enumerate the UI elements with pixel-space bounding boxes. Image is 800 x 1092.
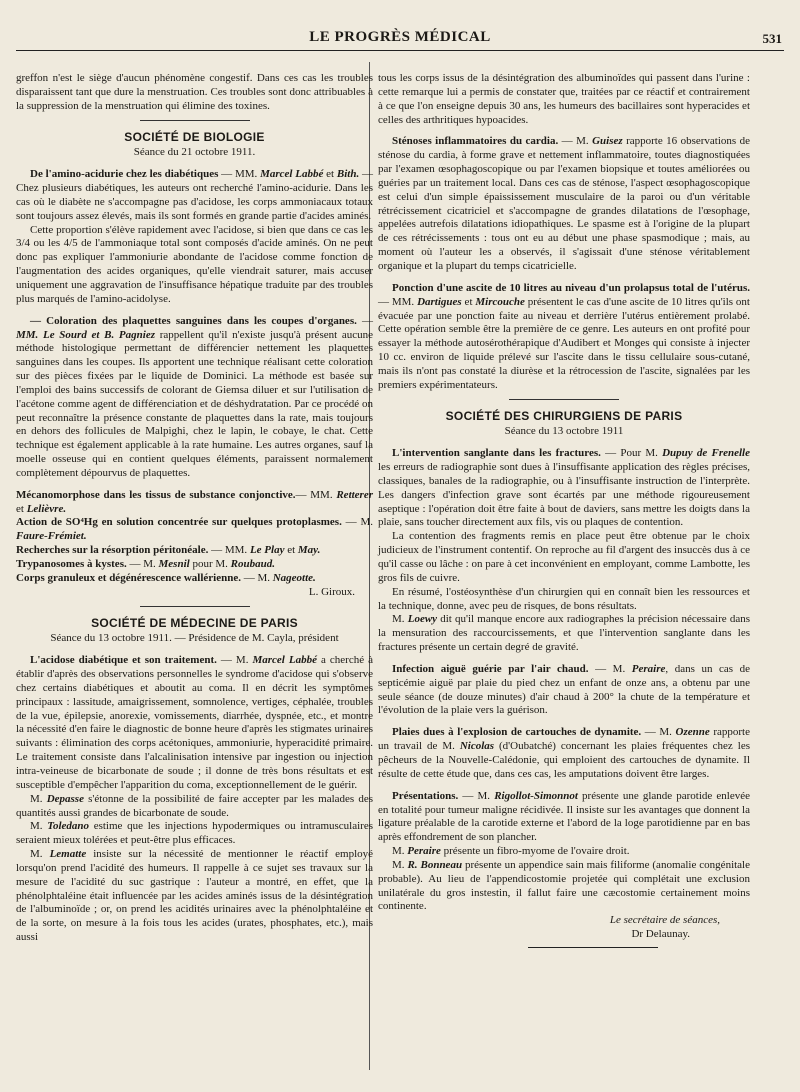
article-title: Infection aiguë guérie par l'air chaud.: [392, 662, 589, 675]
author: Retterer: [336, 488, 374, 501]
article-intervention: [378, 447, 750, 530]
article-presentations: [378, 790, 750, 845]
article-title: Sténoses inflammatoires du cardia.: [392, 135, 559, 148]
author: Toledano: [47, 820, 89, 833]
body: s'étonne de la possibilité de faire accepter par les malades des quantités aussi grandes de bicarbonate de soude.: [16, 792, 374, 819]
secretary-name: Dr Delaunay.: [631, 928, 690, 941]
closing-rule: [528, 947, 658, 949]
author: Lematte: [49, 848, 87, 861]
paragraph: Cette proportion s'élève rapidement avec l'acidose, si bien que dans ce cas les 3/4 ou les 4/5 de l'ammoniaque total sont composés d'acide aminés. On ne peut donc pas expliquer l'ammoniurie abondante de l'acidose comme fonction de l'augmentation des acides organiques, qu'elle viendrait saturer, mais accuser uniquement une aggravation de l'insuffisance hépatique traduite par des troubles plus marqués de l'amino-acidolyse.: [16, 223, 373, 305]
prefix: M.: [30, 820, 48, 833]
author: Rigollot-Simonnot: [494, 789, 578, 802]
article-body: — Chez plusieurs diabétiques, les auteurs ont recherché l'amino-acidurie. Dans les cas où le diabète ne s'accompagne pas d'acidose, les corps ammoniacaux totaux sont toujours assez élevés, mais ils sont formés en grande partie d'acides aminés.: [16, 168, 373, 222]
article-body: présentent le cas d'une ascite de 10 litres qu'ils ont évacuée par une ponction faite au niveau et derrière l'utérus entièrement prolabé. Cette opération semble être la première de ce genre. Les auteurs en ont profité pour essayer la méthode autosérothérapique d'Audibert et Monges qui consiste à injecter 10 cc. environ de liquide prélevé sur l'ascite dans le tissu cellulaire sous-cutané, mais ils n'ont pas constaté la diurèse et la rétrocession de l'ascite, signalées par les premiers expérimentateurs.: [378, 295, 750, 391]
article-body: rapporte 16 observations de sténose du cardia, à forme grave et nettement inflammatoire, toutes diagnostiquées par l'examen œsophagoscopique ou par l'examen biopsique et toutes améliorées ou guéries par un traitement local. Dans ces cas de sténose, l'aspect œsophagoscopique est celui d'un simple épaississement musculaire de la paroi ou d'un véritable rétrécissement cicatriciel et s'accompagne de grandes dilatations de l'œsophage, appelées autrefois dilatations idiopathiques. Le spasme est à l'origine de la plupart de ces rétrécissements : tous ont eu au début une phase spasmodique ; mais, au moment où l'auteur les a observés, il s'agissait d'une sténose véritablement organique et la plupart du temps cicatricielle.: [378, 135, 751, 272]
conj: et: [461, 295, 476, 308]
author: R. Bonneau: [407, 858, 463, 871]
dash: —: [356, 314, 373, 327]
section-divider: [140, 606, 250, 607]
title-entry: [16, 489, 373, 517]
article-title: Ponction d'une ascite de 10 litres au niveau d'un prolapsus total de l'utérus.: [392, 281, 750, 294]
body: insiste sur la nécessité de mentionner le réactif employé lorsqu'on prend l'acidité des humeurs. Il rappelle à ce sujet ses travaux sur la mesure de l'acidité du suc gastrique : l'auteur a montré, en effet, que la phénolphtaléine était influencée par les acides aminés issus de la désintégration de l'albuminoïde ; or, on prend les acidités urinaires avec la phénolphtaléine et de la sorte, on mesure à la fois tous les acides (urates, phosphates, etc.), mais aussi: [16, 848, 374, 944]
dash: — M.: [126, 558, 159, 570]
paragraph: En résumé, l'ostéosynthèse d'un chirurgien qui en connaît bien les ressources et la technique, donne, avec peu de risques, de bons résultats.: [378, 585, 750, 612]
article-title: Présentations.: [392, 789, 459, 802]
author: Faure-Frémiet.: [16, 530, 87, 543]
title-entry: [16, 544, 373, 558]
journal-title: LE PROGRÈS MÉDICAL: [309, 29, 491, 45]
session-date: Séance du 13 octobre 1911: [504, 425, 624, 438]
dash: — M.: [588, 662, 632, 675]
author: Mesnil: [158, 558, 190, 570]
body: rapporte un travail de M.: [378, 726, 750, 753]
article-plaies: [378, 726, 750, 781]
secretary-line: Le secrétaire de séances,: [609, 914, 720, 927]
session-date: Séance du 21 octobre 1911.: [133, 146, 256, 159]
article-body: a cherché à établir d'après des observations personnelles le syndrome d'acidose qui s'observe chez certains diabétiques et aboutit au coma. Il en décrit les symptômes principaux : lassitude, amaigrissement, somnolence, vertiges, céphalée, troubles de la vue, épilepsie, anorexie, vomissements, diarrhée, dyspnée, etc., et montre la nécessité d'en faire le diagnostic de bonne heure d'après les stigmates urinaires suivants : élimination des corps acétoniques, ammoniurie, hyperacidité primaire. Le traitement consiste dans l'alcalinisation intensive par ingestion ou injection intra-veineuse de bicarbonate de soude ; il donne de très bons résultats et est susceptible d'empêcher l'apparition du coma, exceptionnellement de le guérir.: [16, 654, 374, 791]
author: Peraire: [407, 845, 441, 858]
author: MM. Le Sourd et B. Pagniez: [16, 328, 155, 341]
prefix: M.: [30, 792, 47, 805]
article-body: présente une glande parotide enlevée en totalité pour tumeur maligne récidivée. Il insiste sur les avantages que donnent la ligature préalable de la carotide externe et l'abord de la loge parotidienne par en bas après effondrement de son plancher.: [378, 789, 750, 844]
article-title: De l'amino-acidurie chez les diabétiques: [30, 168, 219, 181]
article-title: L'intervention sanglante dans les fractures.: [392, 447, 601, 460]
dash: — MM.: [378, 295, 418, 308]
body: présente un appendice sain mais filiforme (anomalie congénitale probable). Au lieu de l'appendicostomie projetée qui complétait une exclusion unilatérale du gros instestin, il fallut faire une cæcostomie certainement moins continente.: [378, 858, 750, 913]
author: Ozenne: [675, 726, 710, 739]
author: Nicolas: [459, 740, 495, 753]
dash: — Pour M.: [600, 447, 663, 460]
author: Depasse: [46, 792, 84, 805]
author: Guisez: [592, 135, 623, 148]
article-amino-acidurie: [16, 168, 373, 223]
title-entry: [16, 572, 373, 586]
article-title: Action de SO⁴Hg en solution concentrée sur quelques protoplasmes.: [16, 516, 342, 529]
conj: et: [16, 502, 27, 515]
article-ascite: [378, 282, 750, 393]
dash: — M.: [458, 789, 495, 802]
author: Dupuy de Frenelle: [662, 447, 750, 460]
dash: — M.: [240, 571, 273, 584]
paragraph: [16, 793, 373, 821]
dash: — M.: [641, 726, 676, 739]
prefix: M.: [392, 858, 408, 871]
article-title: L'acidose diabétique et son traitement.: [30, 654, 217, 667]
author: Mircouche: [475, 295, 525, 308]
author: Loewy: [407, 613, 438, 626]
conj: et: [284, 544, 298, 557]
page-number: 531: [762, 31, 782, 46]
prefix: M.: [392, 613, 408, 626]
dash: — MM.: [218, 168, 261, 181]
article-title: Mécanomorphose dans les tissus de substance conjonctive.: [16, 488, 296, 501]
article-title: — Coloration des plaquettes sanguines dans les coupes d'organes.: [30, 314, 357, 327]
title-entry: [16, 558, 373, 572]
author: Le Play: [249, 544, 285, 557]
left-column: [16, 72, 373, 945]
author: Dartigues: [417, 295, 462, 308]
title-entry: [16, 516, 373, 544]
author: Roubaud.: [230, 558, 275, 570]
right-column: [378, 72, 750, 948]
paragraph: [378, 613, 750, 655]
body: dit qu'il manque encore aux radiographes la précision nécessaire dans la mensuration des raccourcissements, et que l'intervention sanglante dans les fractures présente un certain degré de gravité.: [378, 613, 750, 654]
paragraph: La contention des fragments remis en place peut être obtenue par le choix judicieux de l'instrument contentif. On reproche au fil d'argent des insuccès dus à ce qu'il casse ou lâche : on pare à cet inconvénient en employant, comme Lambotte, les gros fils de cuivre.: [378, 530, 750, 584]
conj: et: [323, 168, 337, 181]
prefix: M.: [30, 848, 50, 861]
article-acidose: [16, 654, 373, 792]
article-body: (d'Oubatché) concernant les plaies fréquentes chez les pêcheurs de la Nouvelle-Calédonie, qui emploient des cartouches de dynamite. Il résulte de cette étude que, dans ces cas, les amputations doivent être larges.: [378, 740, 750, 780]
continued-paragraph: tous les corps issus de la désintégration des albuminoïdes qui passent dans l'urine : cette remarque lui a permis de constater que, traitées par ce réactif et contrairement à ce que l'on enseigne depuis 30 ans, les humeurs des bacillaires sont hyperacides et celles des arthritiques hypoacides.: [378, 72, 750, 126]
article-body: les erreurs de radiographie sont dues à l'insuffisante application des règles précises, classiques, banales de la radiographie, ou à l'insuffisante instruction de l'interprète. Les dangers d'infection grave sont écartés par une méthode rigoureusement aseptique : l'opération doit être faite à bout de daviers, sans mettre les doigts dans la plaie, sans toucher directement aux fils, vis ou plaques de contention.: [378, 461, 750, 529]
article-stenoses: [378, 135, 750, 273]
dash: — MM.: [208, 544, 250, 557]
section-heading-chirurgiens: SOCIÉTÉ DES CHIRURGIENS DE PARIS: [445, 408, 683, 423]
article-title: Recherches sur la résorption péritonéale.: [16, 544, 209, 557]
article-title: Plaies dues à l'explosion de cartouches de dynamite.: [392, 726, 642, 739]
paragraph: [378, 859, 750, 914]
section-divider: [140, 120, 250, 121]
conj: pour M.: [189, 558, 231, 570]
section-heading-biologie: SOCIÉTÉ DE BIOLOGIE: [124, 129, 265, 144]
running-header: [16, 26, 784, 51]
article-body: rappellent qu'il n'existe jusqu'à présent aucune méthode histologique permettant de différencier nettement les plaquettes sanguines dans les coupes. Ils apportent une technique réalisant cette coloration sur des pièces fixées par le liquide de Dominici. La méthode est basée sur l'emploi des bains successifs de colorant de Giemsa diluer et sur l'utilisation de l'acétone comme agent de différenciation et de déshydratation. Par ce procédé on peut reconnaître la présence constante de plaquettes dans la rate, mais toujours en dehors des follicules de Malpighi, chez le lapin, le cobaye, le chat. Cette technique est également applicable à la rate humaine. Les autres organes, sauf la moelle osseuse qui en contient quelques éléments, paraissent normalement complètement dépourvus de plaquettes.: [16, 328, 374, 479]
author: Peraire: [631, 662, 666, 675]
article-body: , dans un cas de septicémie aiguë par plaie du pied chez un enfant de onze ans, a obtenu par une seule séance (de douze minutes) d'air chaud à 200° la chute de la température et l'évolution de la plaie vers la guérison.: [378, 662, 751, 717]
paragraph: [16, 848, 373, 945]
paragraph: [378, 845, 750, 859]
dash: — M.: [341, 516, 374, 529]
dash: — MM.: [295, 488, 337, 501]
author: Nageotte.: [272, 571, 316, 584]
body: présente un fibro-myome de l'ovaire droit.: [440, 845, 630, 858]
session-date: Séance du 13 octobre 1911. — Présidence de M. Cayla, président: [50, 632, 339, 645]
intro-paragraph: greffon n'est le siège d'aucun phénomène congestif. Dans ces cas les troubles disparaissent tant que dure la menstruation. Ces troubles sont donc attribuables à la suppression de la menstruation qui élimine des toxines.: [16, 72, 373, 112]
author: May.: [297, 544, 321, 557]
author: Bith.: [336, 168, 360, 181]
article-title: Corps granuleux et dégénérescence wallérienne.: [16, 571, 241, 584]
article-plaquettes: [16, 315, 373, 481]
author: Marcel Labbé: [260, 168, 324, 181]
author: Marcel Labbé: [252, 654, 317, 667]
author: Lelièvre.: [26, 502, 67, 515]
article-infection: [378, 663, 750, 718]
body: estime que les injections hypodermiques ou intramusculaires seraient mieux tolérées et peut-être plus efficaces.: [16, 820, 373, 847]
paragraph: [16, 820, 373, 848]
signature: L. Giroux.: [308, 585, 355, 598]
section-divider: [509, 399, 619, 400]
article-title: Trypanosomes à kystes.: [16, 558, 127, 570]
prefix: M.: [392, 845, 408, 858]
section-heading-medecine: SOCIÉTÉ DE MÉDECINE DE PARIS: [91, 615, 298, 630]
dash: — M.: [216, 654, 253, 667]
dash: — M.: [558, 135, 593, 148]
